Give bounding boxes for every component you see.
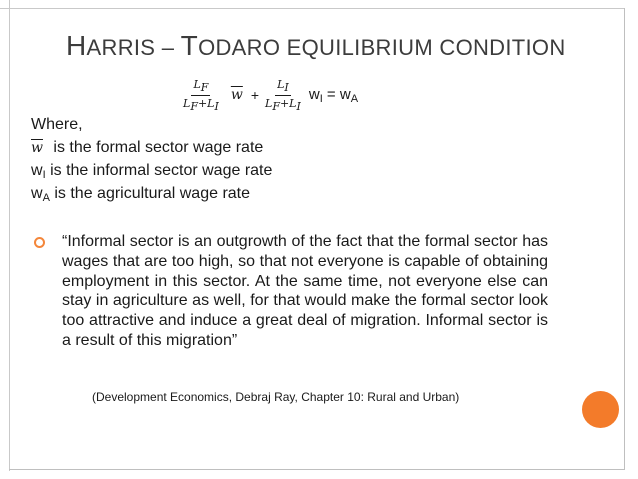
citation: (Development Economics, Debraj Ray, Chapter 10: Rural and Urban): [92, 390, 460, 404]
formal-wage-symbol: $\overline{w}$: [230, 87, 243, 103]
plus-sign: +: [250, 87, 260, 103]
definition-agricultural-wage: $w_A$ is the agricultural wage rate: [31, 185, 251, 204]
title-initial-t: T: [180, 30, 199, 61]
quote-text: “Informal sector is an outgrowth of the fact that the formal sector has wages that are too high, so that not everyone is capable of obtaining employment in this sector. At the same time, not everyone else can stay in agriculture as well, for that would make the formal sector look too attractive and induce a great deal of migration. Informal sector is a result of this migration”: [62, 233, 548, 349]
decorative-orange-circle: [582, 391, 619, 428]
fraction-formal-share: $\frac{LF}{LF+LI}$: [183, 77, 219, 113]
definition-informal-wage: $w_I$ is the informal sector wage rate: [31, 162, 273, 181]
definition-formal-wage: $\overline{w}$ is the formal sector wage rate: [31, 139, 264, 156]
title-dash: –: [155, 35, 181, 60]
title-word-harris: ARRIS: [86, 35, 156, 60]
title-initial-h: H: [66, 30, 87, 61]
slide-title: [66, 30, 586, 62]
equation-rhs: $w_I = w_A$: [308, 85, 359, 105]
equilibrium-equation: [181, 73, 358, 117]
title-rest: ODARO EQUILIBRIUM CONDITION: [198, 35, 566, 60]
bullet-ring-icon: [34, 237, 45, 248]
where-label: Where,: [31, 116, 83, 133]
fraction-informal-share: $\frac{LI}{LF+LI}$: [265, 77, 301, 113]
formal-wage-symbol-inline: $\overline{w}$: [31, 140, 43, 156]
